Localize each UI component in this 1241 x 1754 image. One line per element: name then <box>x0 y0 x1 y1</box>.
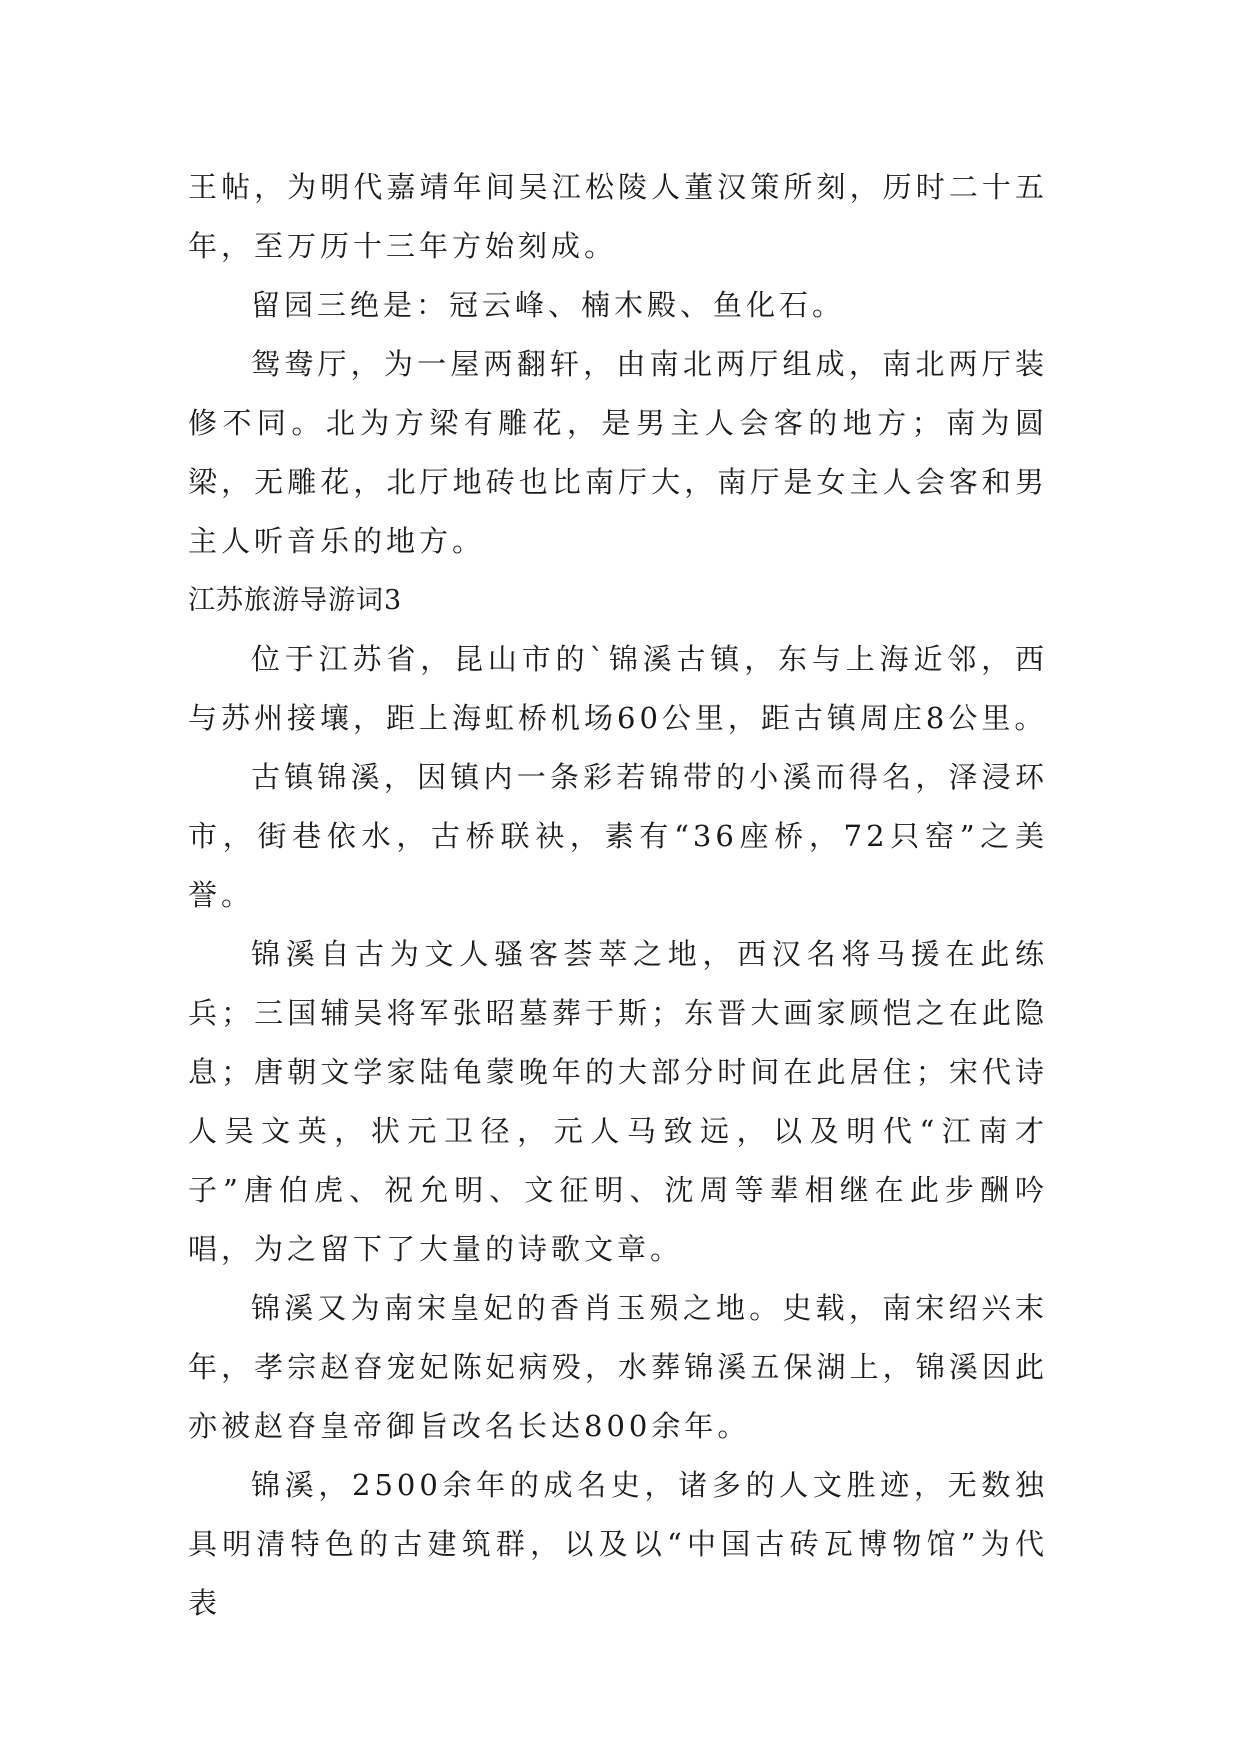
paragraph: 留园三绝是：冠云峰、楠木殿、鱼化石。 <box>251 288 846 322</box>
paragraph: 王帖，为明代嘉靖年间吴江松陵人董汉策所刻，历时二十五年，至万历十三年方始刻成。 <box>188 170 1048 263</box>
paragraph: 位于江苏省，昆山市的`锦溪古镇，东与上海近邻，西与苏州接壤，距上海虹桥机场60公里，距古镇周庄8公里。 <box>188 642 1048 735</box>
document-body <box>188 158 1048 1633</box>
paragraph: 锦溪，2500余年的成名史，诸多的人文胜迹，无数独具明清特色的古建筑群，以及以“中国古砖瓦博物馆”为代表 <box>188 1468 1048 1620</box>
paragraph: 锦溪又为南宋皇妃的香肖玉殒之地。史载，南宋绍兴末年，孝宗赵昚宠妃陈妃病殁，水葬锦溪五保湖上，锦溪因此亦被赵昚皇帝御旨改名长达800余年。 <box>188 1291 1048 1443</box>
paragraph: 鸳鸯厅，为一屋两翻轩，由南北两厅组成，南北两厅装修不同。北为方梁有雕花，是男主人会客的地方；南为圆梁，无雕花，北厅地砖也比南厅大，南厅是女主人会客和男主人听音乐的地方。 <box>188 347 1048 558</box>
paragraph: 锦溪自古为文人骚客荟萃之地，西汉名将马援在此练兵；三国辅吴将军张昭墓葬于斯；东晋大画家顾恺之在此隐息；唐朝文学家陆龟蒙晚年的大部分时间在此居住；宋代诗人吴文英，状元卫径，元人马致远，以及明代“江南才子”唐伯虎、祝允明、文征明、沈周等辈相继在此步酬吟唱，为之留下了大量的诗歌文章。 <box>188 937 1048 1266</box>
section-heading: 江苏旅游导游词3 <box>188 585 403 616</box>
paragraph: 古镇锦溪，因镇内一条彩若锦带的小溪而得名，泽浸环市，街巷依水，古桥联袂，素有“36座桥，72只窑”之美誉。 <box>188 760 1048 912</box>
